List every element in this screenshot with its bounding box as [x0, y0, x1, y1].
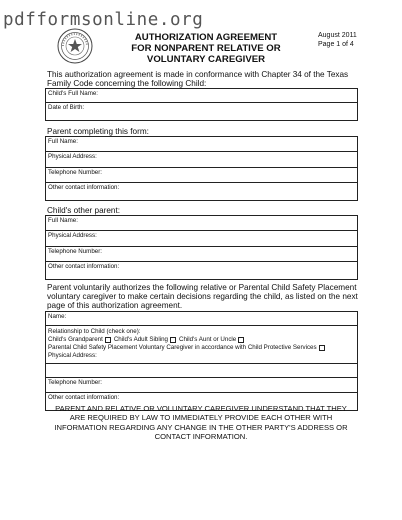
- page-number: Page 1 of 4: [318, 41, 354, 48]
- other-parent-name-field[interactable]: [46, 216, 357, 231]
- other-parent-heading: Child's other parent:: [47, 206, 121, 215]
- form-meta: [318, 31, 357, 49]
- child-dob-label: Date of Birth:: [48, 104, 85, 111]
- caregiver-phone-field[interactable]: [46, 378, 357, 393]
- other-parent-address-label: Physical Address:: [48, 232, 97, 239]
- caregiver-name-label: Name:: [48, 313, 67, 320]
- opt-grandparent-label: Child's Grandparent: [48, 336, 103, 343]
- opt-pcsp-label: Parental Child Safety Placement Voluntary Caregiver in accordance with Child Protective Services: [48, 344, 317, 351]
- caregiver-phone-label: Telephone Number:: [48, 379, 103, 386]
- parent-other-field[interactable]: [46, 183, 357, 200]
- form-date: August 2011: [318, 32, 357, 39]
- intro-paragraph: This authorization agreement is made in conformance with Chapter 34 of the Texas Family Code concerning the following Child:: [47, 70, 349, 88]
- legal-notice: PARENT AND RELATIVE OR VOLUNTARY CAREGIVER UNDERSTAND THAT THEY ARE REQUIRED BY LAW TO IMMEDIATELY PROVIDE EACH OTHER WITH INFORMATION REGARDING ANY CHANGE IN THE OTHER PARTY'S ADDRESS OR CONTACT INFORMATION.: [54, 404, 348, 441]
- title-line: AUTHORIZATION AGREEMENT: [134, 32, 278, 43]
- parent-address-field[interactable]: [46, 152, 357, 168]
- parent-other-label: Other contact information:: [48, 184, 120, 191]
- title-line: VOLUNTARY CAREGIVER: [146, 54, 266, 65]
- parent-section-heading: Parent completing this form:: [47, 127, 149, 136]
- caregiver-name-field[interactable]: [46, 312, 357, 326]
- child-dob-field[interactable]: [46, 103, 357, 120]
- watermark-text: pdfformsonline.org: [3, 10, 204, 30]
- parent-name-field[interactable]: [46, 137, 357, 152]
- opt-sibling-label: Child's Adult Sibling: [113, 336, 168, 343]
- relationship-pcsp-row: [46, 344, 357, 352]
- state-seal-icon: [57, 28, 93, 64]
- opt-aunt-uncle-label: Child's Aunt or Uncle: [179, 336, 237, 343]
- relationship-field: [46, 326, 357, 364]
- caregiver-intro-paragraph: Parent voluntarily authorizes the following relative or Parental Child Safety Placement voluntary caregiver to make certain decisions regarding the child, as listed on the next page of this authorization agreement.: [47, 283, 358, 310]
- parent-address-label: Physical Address:: [48, 153, 97, 160]
- parent-phone-label: Telephone Number:: [48, 169, 103, 176]
- opt-aunt-uncle-checkbox[interactable]: [238, 337, 244, 343]
- child-name-field[interactable]: [46, 89, 357, 103]
- child-info-box: [45, 88, 358, 121]
- relationship-options-row: [46, 336, 357, 344]
- caregiver-address-field[interactable]: [46, 364, 357, 378]
- parent-name-label: Full Name:: [48, 138, 78, 145]
- form-title: [108, 32, 304, 65]
- caregiver-info-box: [45, 311, 358, 411]
- other-parent-info-box: [45, 215, 358, 280]
- other-parent-phone-label: Telephone Number:: [48, 248, 103, 255]
- other-parent-other-field[interactable]: [46, 262, 357, 279]
- opt-sibling-checkbox[interactable]: [170, 337, 176, 343]
- other-parent-address-field[interactable]: [46, 231, 357, 247]
- other-parent-other-label: Other contact information:: [48, 263, 120, 270]
- parent-info-box: [45, 136, 358, 201]
- opt-grandparent-checkbox[interactable]: [105, 337, 111, 343]
- parent-phone-field[interactable]: [46, 168, 357, 183]
- title-line: FOR NONPARENT RELATIVE OR: [131, 43, 281, 54]
- other-parent-name-label: Full Name:: [48, 217, 78, 224]
- opt-pcsp-checkbox[interactable]: [319, 345, 325, 351]
- caregiver-other-label: Other contact information:: [48, 394, 120, 401]
- relationship-label: Relationship to Child (check one):: [48, 328, 141, 335]
- other-parent-phone-field[interactable]: [46, 247, 357, 262]
- child-name-label: Child's Full Name:: [48, 90, 99, 97]
- caregiver-address-label: Physical Address:: [48, 352, 97, 359]
